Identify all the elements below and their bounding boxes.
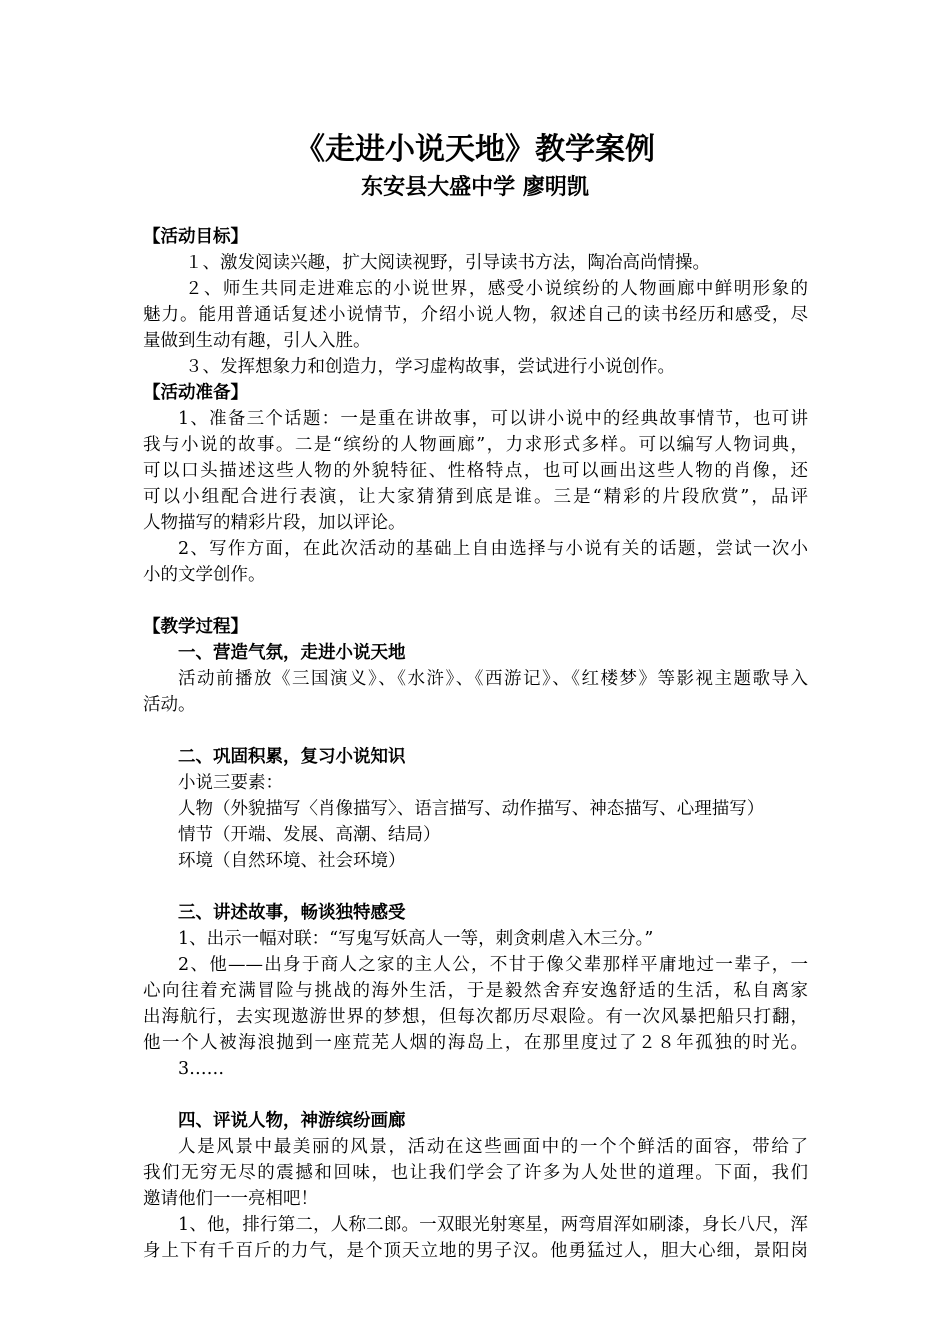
step-title-2: 二、巩固积累，复习小说知识 — [178, 747, 406, 767]
step-3-line: 出海航行，去实现遨游世界的梦想，但每次都历尽艰险。有一次风暴把船只打翻， — [143, 1007, 808, 1027]
step-title-1: 一、营造气氛，走进小说天地 — [178, 643, 406, 663]
step-3-line: 1、出示一幅对联：“写鬼写妖高人一等，刺贪刺虐入木三分。” — [178, 929, 654, 949]
goal-item-2-line: 魅力。能用普通话复述小说情节，介绍小说人物，叙述自己的读书经历和感受，尽 — [143, 305, 808, 325]
goal-item-2-line: 量做到生动有趣，引人入胜。 — [143, 331, 371, 351]
prep-paragraph-line: 我与小说的故事。二是“缤纷的人物画廊”，力求形式多样。可以编写人物词典， — [143, 435, 808, 455]
spacer — [143, 588, 808, 614]
section-heading-prep: 【活动准备】 — [143, 383, 248, 403]
step-4-line: 身上下有千百斤的力气，是个顶天立地的男子汉。他勇猛过人，胆大心细，景阳岗 — [143, 1241, 808, 1261]
section-heading-process: 【教学过程】 — [143, 617, 248, 637]
prep-paragraph-line: 可以小组配合进行表演，让大家猜猜到底是谁。三是“精彩的片段欣赏”，品评 — [143, 487, 808, 507]
author-line: 东安县大盛中学 廖明凯 — [361, 174, 589, 200]
prep-paragraph-line: 可以口头描述这些人物的外貌特征、性格特点，也可以画出这些人物的肖像，还 — [143, 461, 808, 481]
prep-paragraph-line: 1、准备三个话题：一是重在讲故事，可以讲小说中的经典故事情节，也可讲 — [178, 409, 808, 429]
step-title-4: 四、评说人物，神游缤纷画廊 — [178, 1111, 406, 1131]
document-body — [143, 224, 808, 1264]
prep-paragraph-line: 2、写作方面，在此次活动的基础上自由选择与小说有关的话题，尝试一次小 — [178, 539, 808, 559]
spacer — [143, 1082, 808, 1108]
step-4-line: 我们无穷无尽的震撼和回味，也让我们学会了许多为人处世的道理。下面，我们 — [143, 1163, 808, 1183]
step-1-line: 活动前播放《三国演义》、《水浒》、《西游记》、《红楼梦》等影视主题歌导入 — [178, 669, 808, 689]
step-2-line: 人物（外貌描写〈肖像描写〉、语言描写、动作描写、神态描写、心理描写） — [178, 799, 765, 819]
step-4-line: 邀请他们一一亮相吧！ — [143, 1189, 318, 1209]
prep-paragraph-line: 人物描写的精彩片段，加以评论。 — [143, 513, 406, 533]
spacer — [143, 718, 808, 744]
step-4-line: 1、他，排行第二，人称二郎。一双眼光射寒星，两弯眉浑如刷漆，身长八尺，浑 — [178, 1215, 808, 1235]
document-title: 《走进小说天地》教学案例 — [295, 132, 655, 167]
step-1-line: 活动。 — [143, 695, 196, 715]
prep-paragraph-line: 小的文学创作。 — [143, 565, 266, 585]
step-3-line: 他一个人被海浪抛到一座荒芜人烟的海岛上，在那里度过了２８年孤独的时光。 — [143, 1033, 808, 1053]
step-3-line: 3…… — [178, 1059, 225, 1079]
step-2-line: 环境（自然环境、社会环境） — [178, 851, 406, 871]
goal-item-2-line: ２、师生共同走进难忘的小说世界，感受小说缤纷的人物画廊中鲜明形象的 — [185, 279, 808, 299]
step-title-3: 三、讲述故事，畅谈独特感受 — [178, 903, 406, 923]
goal-item-3: ３、发挥想象力和创造力，学习虚构故事，尝试进行小说创作。 — [185, 357, 675, 377]
spacer — [143, 874, 808, 900]
step-3-line: 2、他——出身于商人之家的主人公，不甘于像父辈那样平庸地过一辈子，一 — [178, 955, 808, 975]
step-2-line: 小说三要素： — [178, 773, 283, 793]
step-4-line: 人是风景中最美丽的风景，活动在这些画面中的一个个鲜活的面容，带给了 — [178, 1137, 808, 1157]
step-3-line: 心向往着充满冒险与挑战的海外生活，于是毅然舍弃安逸舒适的生活，私自离家 — [143, 981, 808, 1001]
section-heading-goals: 【活动目标】 — [143, 227, 248, 247]
goal-item-1: １、激发阅读兴趣，扩大阅读视野，引导读书方法，陶冶高尚情操。 — [185, 253, 710, 273]
step-2-line: 情节（开端、发展、高潮、结局） — [178, 825, 441, 845]
